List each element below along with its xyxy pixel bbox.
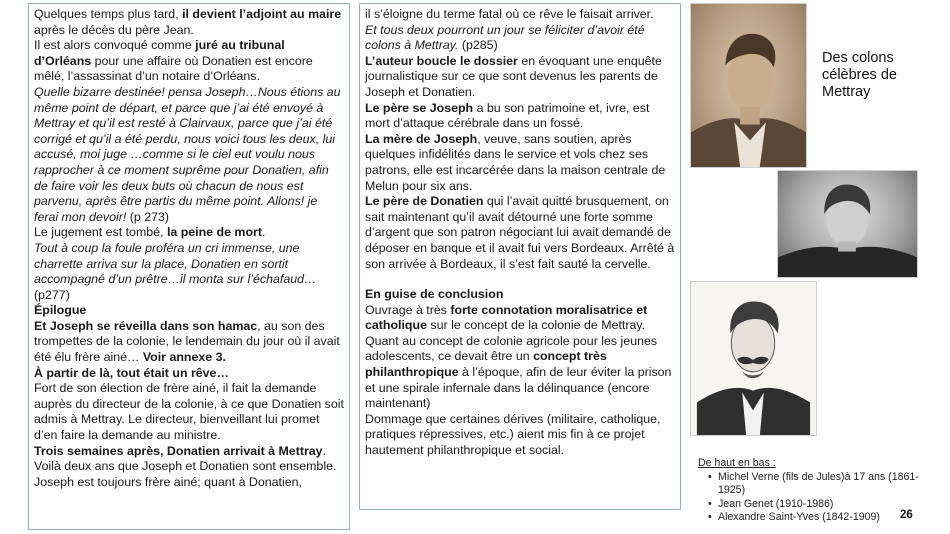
paragraph: Voilà deux ans que Joseph et Donatien sont ensemble. Joseph est toujours frère ainé; quant à Donatien, bbox=[34, 459, 337, 489]
quote-run: Tout à coup la foule proféra un cri immense, une charrette arriva sur la place, Donatien en sortit accompagné d’un prêtre…il monta sur l’échafaud… bbox=[34, 240, 317, 287]
bold-run: Le père de Donatien bbox=[365, 194, 484, 209]
photo-caption: Des colons célèbres de Mettray bbox=[822, 50, 897, 100]
legend-list bbox=[698, 471, 923, 525]
bold-run: concept très philanthropique bbox=[365, 349, 607, 380]
bold-run: juré au tribunal d’Orléans bbox=[34, 38, 285, 68]
bold-run: il devient l’adjoint au maire bbox=[182, 7, 342, 21]
bold-run: Trois semaines après, Donatien arrivait à Mettray bbox=[34, 443, 323, 458]
text-run: , veuve, sans soutien, après quelques infidélités dans le service et vols chez ses patrons, elle est incarcérée dans la maison centrale de Melun pour six ans. bbox=[365, 131, 666, 193]
page-number: 26 bbox=[900, 509, 913, 521]
text-run: Ouvrage à très bbox=[365, 302, 451, 317]
bold-run: forte connotation moralisatrice et catholique bbox=[365, 302, 648, 333]
paragraph: Dommage que certaines dérives (militaire, catholique, pratiques répressives, etc.) aient mis fin à ce projet hautement philanthropique et social. bbox=[365, 411, 661, 458]
legend-item: • Michel Verne (fils de Jules)à 17 ans (1861-1925) bbox=[708, 471, 923, 498]
text-run: qui l’avait quitté brusquement, on sait maintenant qu’il avait détourné une forte somme d’argent que son patron négociant lui avait demandé de déposer en banque et il avait fui vers Bordeaux. Arrêté à son arrivée à Bordeaux, il s’est fait sauté la cervelle. bbox=[365, 194, 675, 271]
paragraph: il s’éloigne du terme fatal où ce rêve le faisait arriver. bbox=[365, 7, 654, 21]
legend-title: De haut en bas : bbox=[698, 457, 776, 469]
bold-run: L’auteur boucle le dossier bbox=[365, 53, 518, 68]
quote-run: Et tous deux pourront un jour se féliciter d’avoir été colons à Mettray. bbox=[365, 22, 645, 53]
section-heading-epilogue: Épilogue bbox=[34, 303, 87, 318]
bold-run: La mère de Joseph bbox=[365, 131, 478, 146]
text-run: Il est alors convoqué comme bbox=[34, 38, 196, 53]
text-run: Quelques temps plus tard, bbox=[34, 7, 183, 21]
section-heading-conclusion: En guise de conclusion bbox=[365, 287, 504, 302]
bold-run: À partir de là, tout était un rêve… bbox=[34, 365, 229, 380]
text-run: à l’époque, afin de leur éviter la prison et une spirale infernale dans la délinquance (encore maintenant) bbox=[365, 365, 672, 411]
text-column-middle bbox=[359, 3, 681, 510]
text-run: pour une affaire où Donatien est encore mêlé, l’assassinat d’un notaire d’Orléans. bbox=[34, 53, 313, 84]
portrait-photo-jean-genet bbox=[777, 170, 918, 278]
text-run: après le décès du père Jean. bbox=[34, 22, 194, 37]
annex-reference: Voir annexe 3. bbox=[142, 350, 226, 365]
page-ref: (p285) bbox=[458, 38, 498, 53]
text-run: , au son des trompettes de la colonie, le lendemain du jour où il avait été élu frère ainé… bbox=[34, 318, 340, 365]
text-run: sur le concept de la colonie de Mettray. Quant au concept de colonie agricole pour les jeunes adolescents, ce devait être un bbox=[365, 318, 658, 364]
text-run: a bu son patrimoine et, ivre, est mort d’attaque cérébrale dans un fossé. bbox=[365, 100, 650, 131]
page-ref: (p 273) bbox=[126, 209, 169, 224]
engraved-portrait-saint-yves bbox=[690, 281, 817, 436]
text-run: en évoquant une enquête journalistique sur ce que sont devenus les parents de Joseph et Donatien. bbox=[365, 53, 662, 99]
portrait-photo-michel-verne bbox=[690, 3, 807, 168]
legend-item: • Alexandre Saint-Yves (1842-1909) bbox=[708, 511, 923, 525]
text-column-left bbox=[28, 3, 350, 530]
bold-run: Le père se Joseph bbox=[365, 100, 474, 115]
text-run: . bbox=[261, 225, 266, 240]
bold-run: Et Joseph se réveilla dans son hamac bbox=[34, 318, 258, 333]
legend-item: • Jean Genet (1910-1986) bbox=[708, 498, 923, 512]
quote-run: Quelle bizarre destinée! pensa Joseph…Nous étions au même point de départ, et parce que j’ai été envoyé à Mettray et qu’il est resté à Clairvaux, parce que j’ai été corrigé et qu’il a été perdu, nous voici tous les deux, lui accusé, moi juge …comme si le ciel eut voulu nous rapprocher à ce moment suprême pour Donatien, afin de faire voir les deux buts où chacun de nous est parvenu, après être partis du même point. Allons! je ferai mon devoir! bbox=[34, 84, 341, 224]
page-ref: (p277) bbox=[34, 287, 70, 302]
photo-legend bbox=[698, 457, 923, 525]
bold-run: la peine de mort bbox=[166, 225, 262, 240]
text-run: Le jugement est tombé, bbox=[34, 225, 167, 240]
text-run: . bbox=[322, 443, 327, 458]
paragraph-spacer bbox=[365, 272, 675, 287]
paragraph: Fort de son élection de frère ainé, il fait la demande auprès du directeur de la colonie, à ce que Donatien soit admis à Mettray. Le directeur, bienveillant lui promet d’en faire la demande au ministre. bbox=[34, 381, 344, 443]
